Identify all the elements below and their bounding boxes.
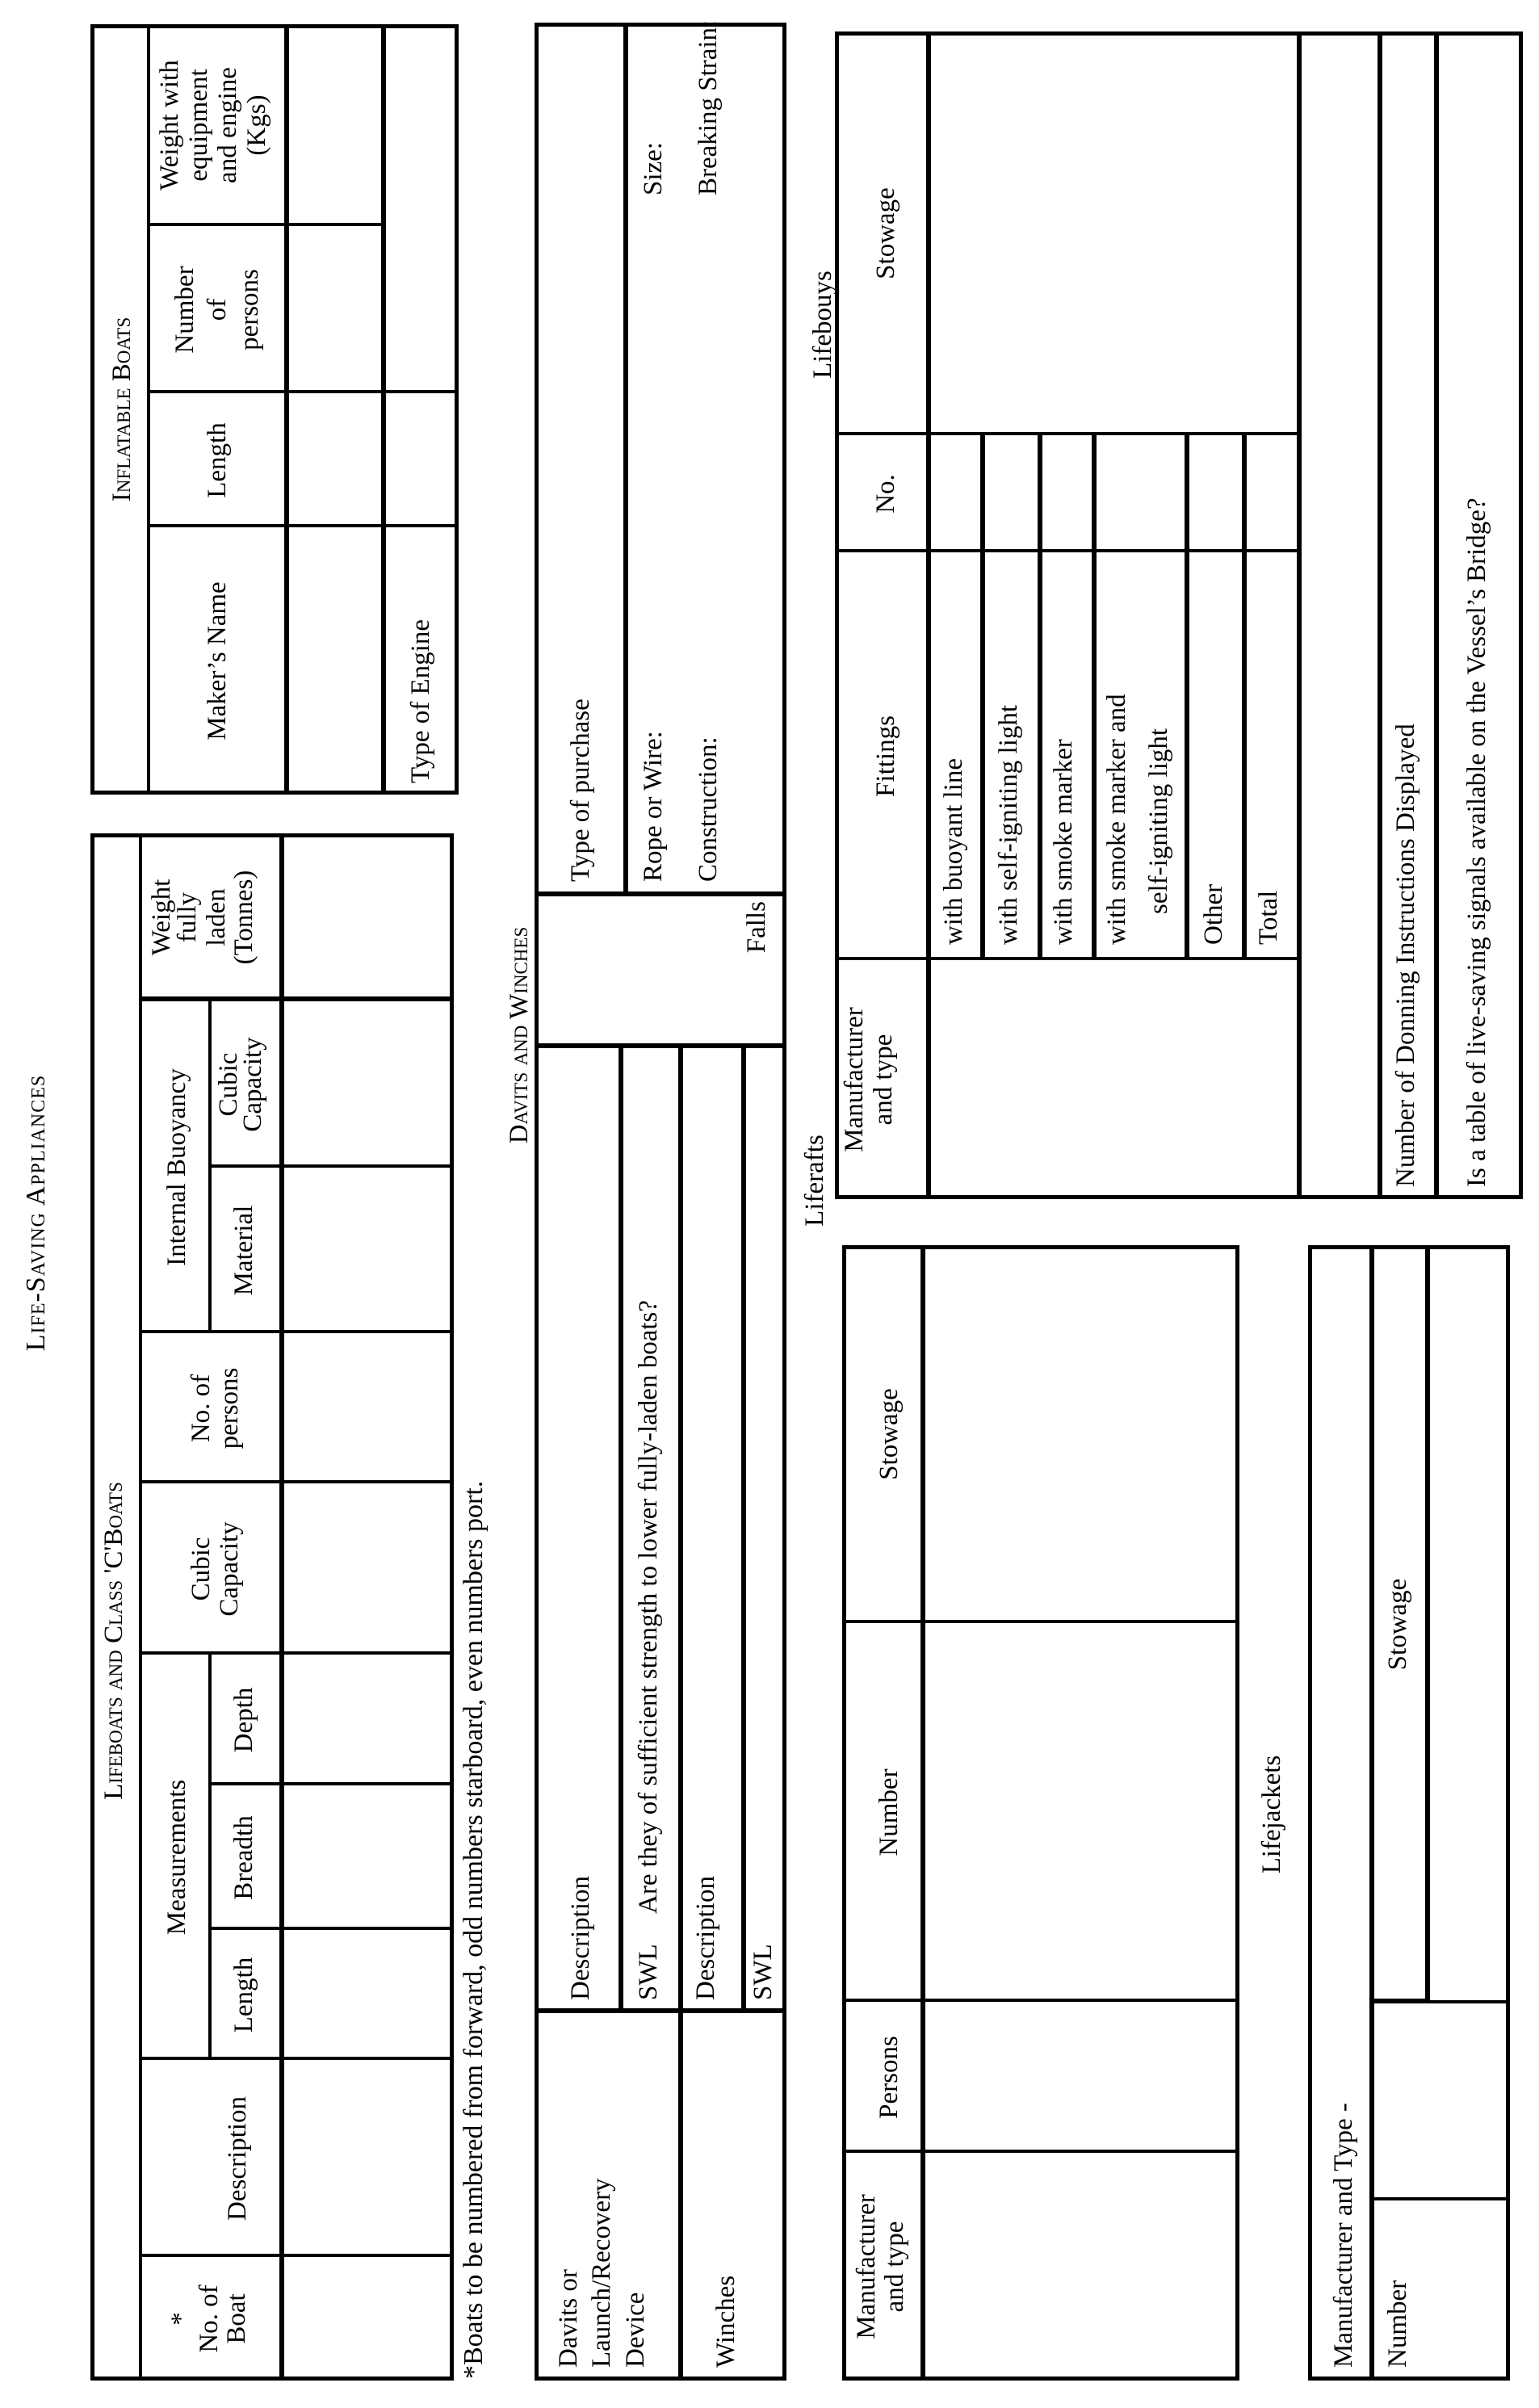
col-manufacturer: Manufacturer <box>840 1007 869 1152</box>
lifejackets-number-label: Number <box>1383 2280 1412 2368</box>
col-weight-2: equipment <box>184 69 213 182</box>
lifejackets-manufacturer-field[interactable] <box>1313 1250 1366 2069</box>
col-weight-3: laden <box>202 888 231 946</box>
col-ib-cubic: Cubic <box>214 1052 243 1117</box>
winches-description-label: Description <box>691 1876 720 2000</box>
inflatable-persons-field[interactable] <box>289 229 380 389</box>
lifeboat-row-no-of-boat[interactable] <box>284 2259 449 2376</box>
fitting-no-self-igniting-light[interactable] <box>985 438 1035 547</box>
lifebouy-stowage-field[interactable] <box>931 36 1297 430</box>
col-weight: Weight <box>147 879 176 956</box>
type-of-purchase-label: Type of purchase <box>566 698 595 882</box>
fitting-self-igniting-light: with self-igniting light <box>994 705 1023 945</box>
fitting-no-other[interactable] <box>1189 438 1239 547</box>
lifebouy-manufacturer-field[interactable] <box>931 963 1297 1194</box>
liferafts-title: Liferafts <box>800 1135 829 1227</box>
col-no-of-boat-2: Boat <box>222 2293 251 2344</box>
col-fittings: Fittings <box>871 715 900 797</box>
bridge-signals-field[interactable] <box>1440 36 1518 341</box>
size-label: Size: <box>639 142 668 195</box>
liferaft-number-field[interactable] <box>926 1626 1235 1998</box>
col-weight-4: (Kgs) <box>242 94 271 156</box>
lifeboat-row-material[interactable] <box>284 1170 449 1329</box>
inflatable-boats-title: Inflatable Boats <box>107 317 136 502</box>
davits-label-2: Launch/Recovery <box>587 2178 616 2368</box>
col-no-of-boat: No. of <box>195 2284 224 2353</box>
lifejackets-number-field[interactable] <box>1374 2006 1505 2196</box>
col-number-of-persons: Number <box>170 266 199 354</box>
fitting-smoke-marker-and-light: with smoke marker and <box>1102 694 1131 945</box>
lifeboats-footnote: *Boats to be numbered from forward, odd numbers starboard, even numbers port. <box>459 1480 489 2379</box>
davits-title: Davits and Winches <box>505 926 534 1144</box>
col-internal-buoyancy: Internal Buoyancy <box>162 1068 191 1266</box>
lifebouys-title: Lifebouys <box>808 271 837 379</box>
donning-instructions-field[interactable] <box>1382 36 1431 648</box>
fitting-smoke-marker-and-light-2: self-igniting light <box>1144 728 1173 914</box>
donning-instructions-label: Number of Donning Instructions Displayed <box>1391 724 1420 1187</box>
lifeboat-row-ib-cubic[interactable] <box>284 1004 449 1164</box>
col-no-of-persons-2: persons <box>215 1367 244 1449</box>
fitting-no-buoyant-line[interactable] <box>931 438 978 547</box>
lifeboat-row-depth[interactable] <box>284 1657 449 1781</box>
davits-description-label: Description <box>566 1876 595 2000</box>
lifeboats-title: Lifeboats and Class 'C'Boats <box>99 1482 128 1800</box>
construction-label: Construction: <box>694 736 723 882</box>
lifeboat-row-length[interactable] <box>284 1932 449 2056</box>
liferaft-manufacturer-field[interactable] <box>926 2155 1235 2376</box>
liferaft-stowage-field[interactable] <box>926 1250 1235 1619</box>
lifejackets-stowage-field[interactable] <box>1431 1250 1505 1999</box>
winches-swl-label: SWL <box>749 1944 778 2000</box>
col-makers-name: Maker’s Name <box>203 581 232 740</box>
col-length: Length <box>229 1957 258 2033</box>
inflatable-makers-name-field[interactable] <box>289 530 380 790</box>
fitting-total: Total <box>1254 890 1283 945</box>
lifeboat-row-weight[interactable] <box>284 837 449 996</box>
col-weight-2: fully <box>173 891 202 943</box>
col-number-of-persons-3: persons <box>235 269 264 350</box>
breaking-strain-label: Breaking Strain: <box>694 19 723 195</box>
col-material: Material <box>229 1205 258 1296</box>
falls-label: Falls <box>742 901 771 954</box>
bridge-signals-question: Is a table of live-saving signals available on the Vessel’s Bridge? <box>1462 497 1491 1187</box>
lifejackets-manufacturer-label: Manufacturer and Type - <box>1329 2103 1358 2368</box>
col-no-of-boat-star: * <box>166 2312 195 2326</box>
col-length: Length <box>203 422 232 498</box>
col-breadth: Breadth <box>229 1815 258 1900</box>
col-no-of-persons: No. of <box>187 1374 216 1443</box>
lifeboat-row-cubic-capacity[interactable] <box>284 1486 449 1651</box>
col-ib-cubic-2: Capacity <box>238 1037 267 1132</box>
page-title: Life-Saving Appliances <box>21 1074 51 1352</box>
lifejackets-stowage-label: Stowage <box>1383 1578 1412 1671</box>
col-manufacturer-2: and type <box>869 1034 898 1126</box>
col-manufacturer-2: and type <box>880 2221 909 2313</box>
col-cubic-capacity: Cubic <box>187 1537 216 1601</box>
col-measurements: Measurements <box>162 1779 191 1936</box>
davits-table <box>535 23 786 2381</box>
col-stowage: Stowage <box>874 1388 904 1480</box>
col-depth: Depth <box>229 1687 258 1753</box>
col-cubic-capacity-2: Capacity <box>215 1521 244 1617</box>
fitting-no-total[interactable] <box>1247 438 1297 547</box>
col-no: No. <box>871 474 900 514</box>
col-persons: Persons <box>874 2036 904 2119</box>
winches-label: Winches <box>711 2275 740 2368</box>
col-stowage: Stowage <box>871 187 900 279</box>
lifejackets-title: Lifejackets <box>1257 1755 1286 1874</box>
col-number-of-persons-2: of <box>203 298 232 321</box>
lifeboat-row-description[interactable] <box>284 2062 449 2253</box>
fitting-smoke-marker: with smoke marker <box>1049 739 1078 945</box>
lifeboat-row-no-of-persons[interactable] <box>284 1336 449 1479</box>
type-of-engine-field[interactable] <box>386 28 455 523</box>
inflatable-weight-field[interactable] <box>289 28 380 222</box>
col-description: Description <box>223 2096 252 2221</box>
col-weight-4: (Tonnes) <box>229 870 258 965</box>
davits-strength-question: Are they of sufficient strength to lower fully-laden boats? <box>634 1300 663 1914</box>
fitting-no-smoke-marker-and-light[interactable] <box>1097 438 1182 547</box>
fitting-no-smoke-marker[interactable] <box>1042 438 1089 547</box>
col-weight: Weight with <box>155 60 184 191</box>
davits-label: Davits or <box>554 2269 583 2368</box>
col-manufacturer: Manufacturer <box>852 2194 881 2339</box>
fitting-other: Other <box>1199 883 1228 945</box>
davits-swl-label: SWL <box>634 1944 663 2000</box>
inflatable-length-field[interactable] <box>289 396 380 523</box>
type-of-engine-label: Type of Engine <box>406 619 435 783</box>
fitting-buoyant-line: with buoyant line <box>939 758 968 945</box>
col-weight-3: and engine <box>213 67 242 183</box>
rope-or-wire-label: Rope or Wire: <box>639 731 668 882</box>
col-number: Number <box>874 1768 904 1856</box>
davits-label-3: Device <box>621 2292 650 2368</box>
liferaft-persons-field[interactable] <box>926 2004 1235 2149</box>
lifeboat-row-breadth[interactable] <box>284 1788 449 1926</box>
